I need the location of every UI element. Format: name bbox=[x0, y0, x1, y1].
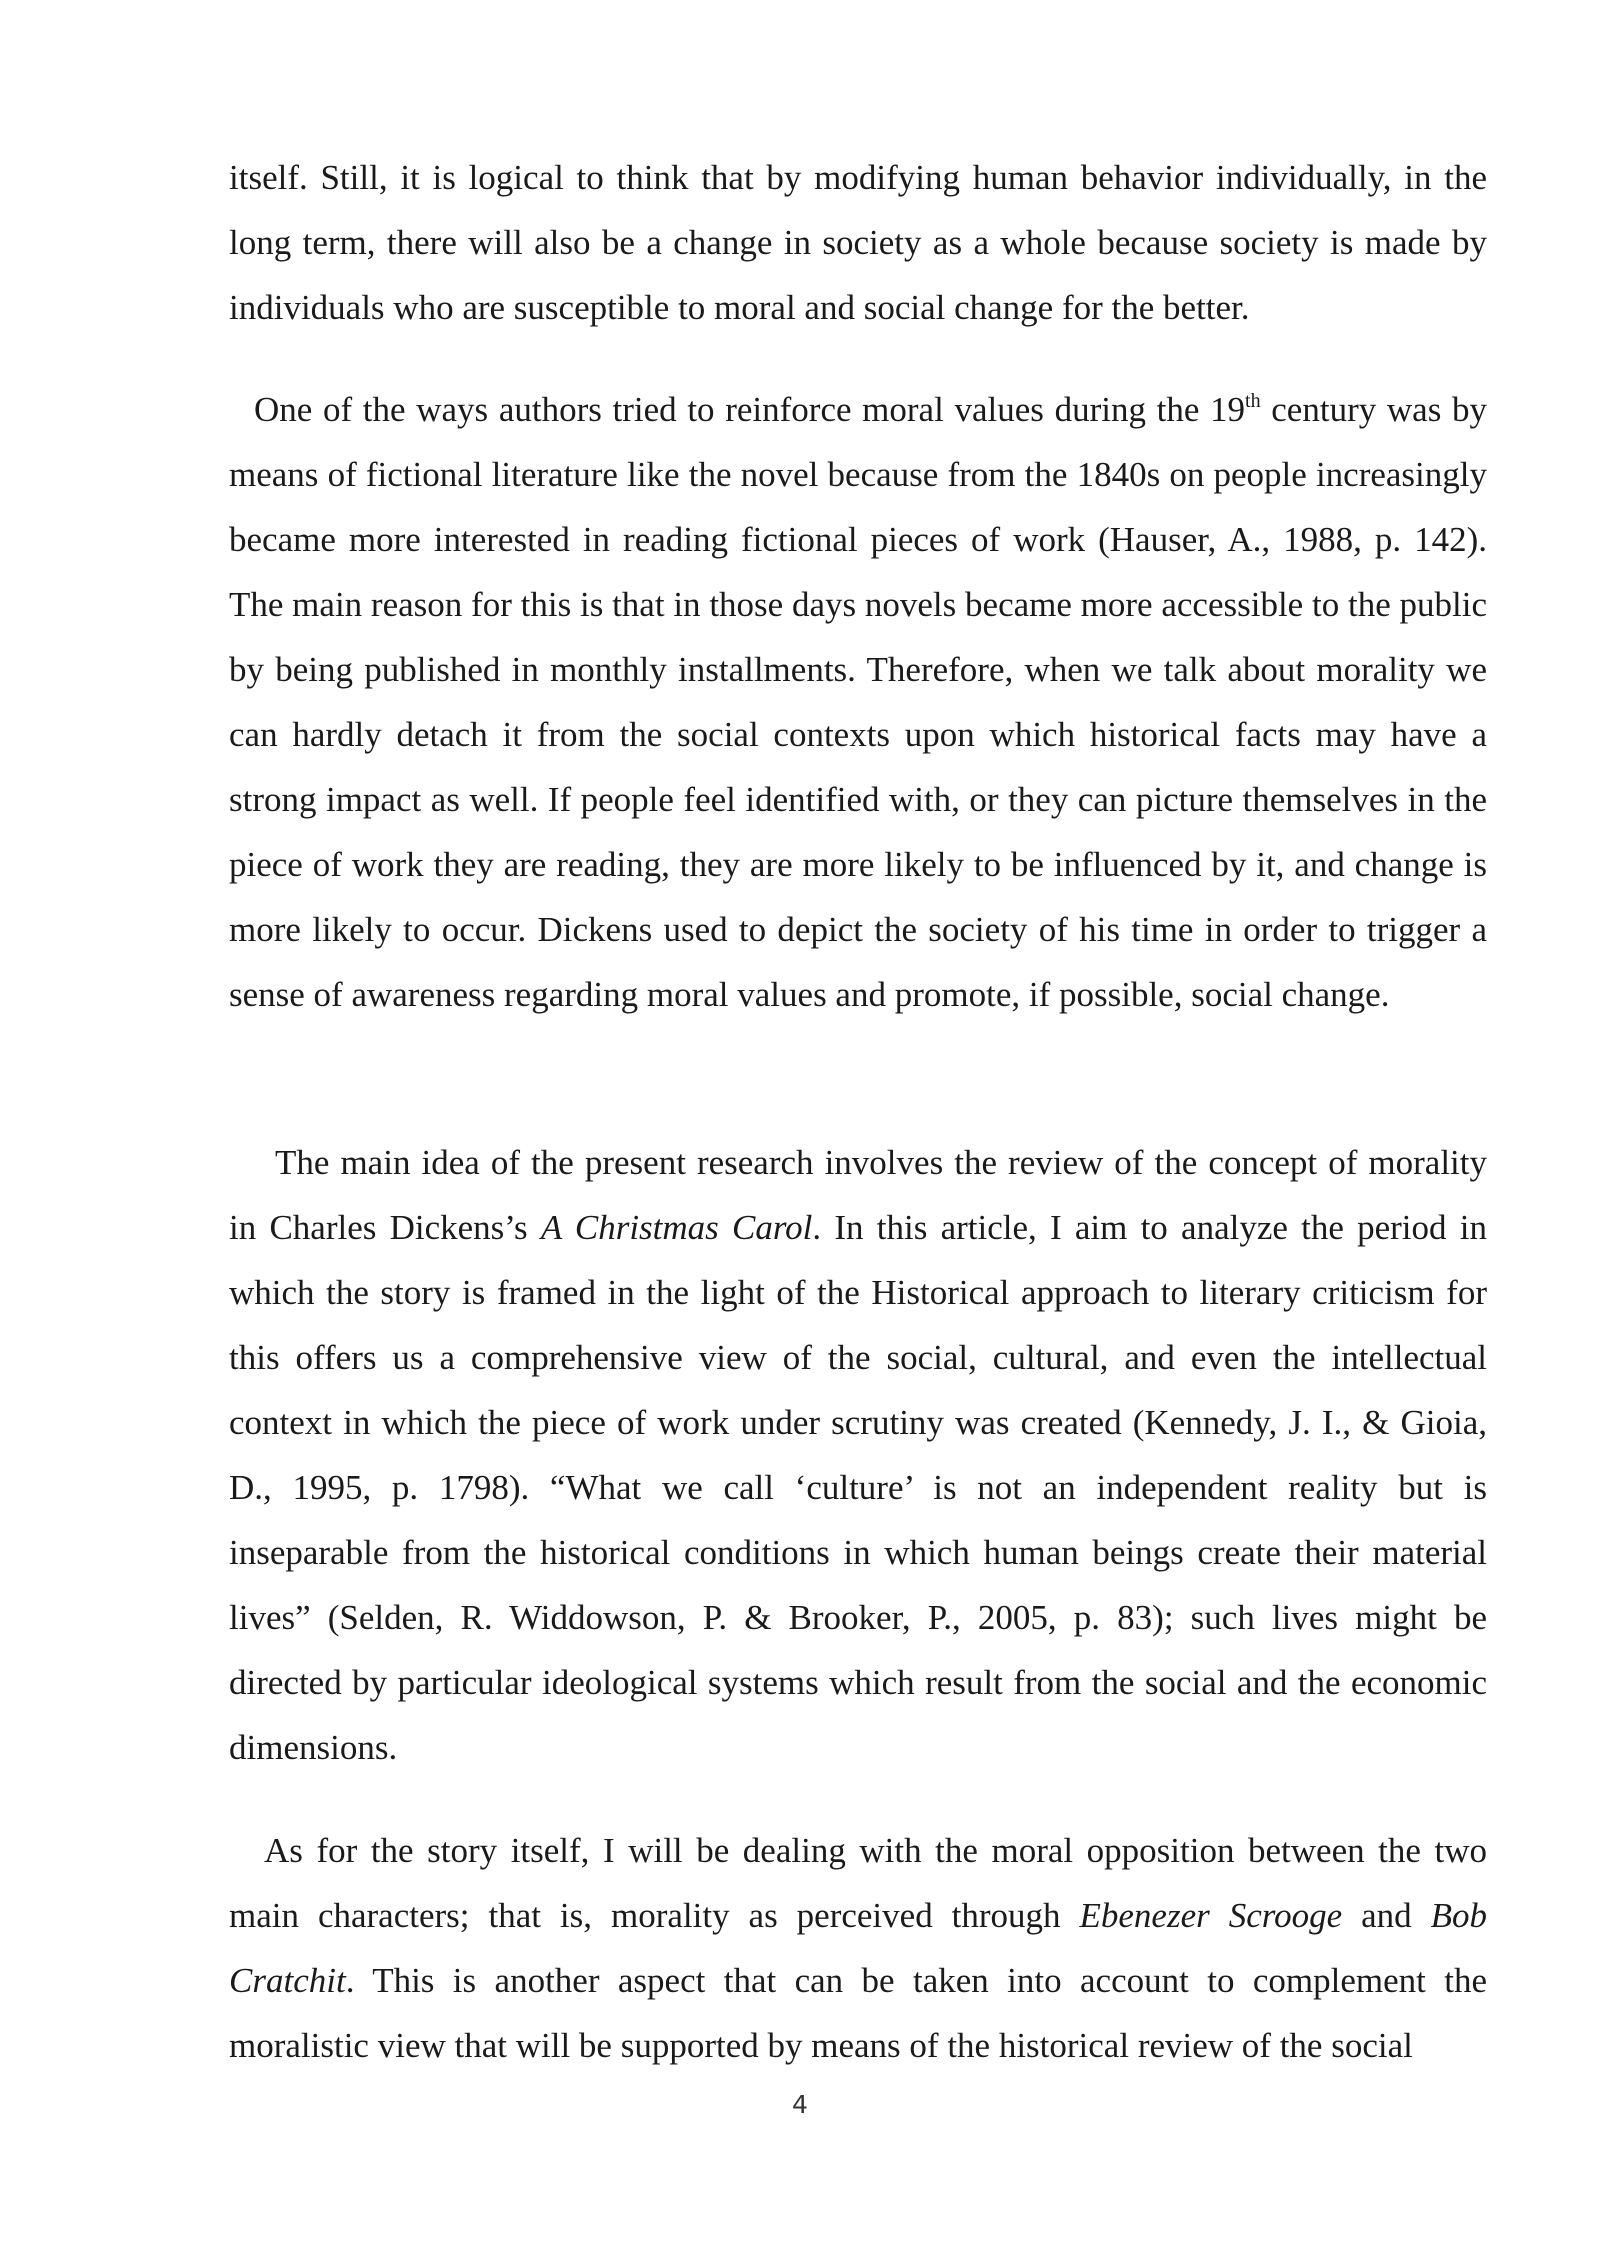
paragraph-3 bbox=[229, 1130, 1487, 1780]
page-number: 4 bbox=[792, 2090, 808, 2119]
paragraph-1-text: itself. Still, it is logical to think that by modifying human behavior individually, in the long term, there will also be a change in society as a whole because society is made by individuals who are susceptible to moral and social change for the better. bbox=[229, 158, 1487, 327]
character-name-scrooge: Ebenezer Scrooge bbox=[1079, 1896, 1343, 1935]
paragraph-4-part-c: . This is another aspect that can be taken into account to complement the moralistic view that will be supported by means of the historical review of the social bbox=[229, 1961, 1487, 2065]
paragraph-1 bbox=[229, 145, 1487, 340]
book-title: A Christmas Carol bbox=[540, 1208, 813, 1247]
paragraph-4 bbox=[229, 1818, 1487, 2078]
character-name-cratchit: Bob Cratchit bbox=[229, 1896, 1487, 2000]
paragraph-3-part-b: . In this article, I aim to analyze the period in which the story is framed in the light of the Historical approach to literary criticism for this offers us a comprehensive view of the social, cultural, and even the intellectual context in which the piece of work under scrutiny was created (Kennedy, J. I., & Gioia, D., 1995, p. 1798). “What we call ‘culture’ is not an independent reality but is inseparable from the historical conditions in which human beings create their material lives” (Selden, R. Widdowson, P. & Brooker, P., 2005, p. 83); such lives might be directed by particular ideological systems which result from the social and the economic dimensions. bbox=[229, 1208, 1487, 1767]
paragraph-2 bbox=[229, 377, 1487, 1027]
paragraph-4-part-a: As for the story itself, I will be dealing with the moral opposition between the two main characters; that is, morality as perceived through bbox=[229, 1831, 1487, 1935]
paragraph-2-text bbox=[229, 377, 1487, 1027]
ordinal-superscript: th bbox=[1245, 390, 1261, 412]
paragraph-3-part-a: The main idea of the present research involves the review of the concept of morality in Charles Dickens’s bbox=[229, 1143, 1487, 1247]
paragraph-2-part-b: century was by means of fictional literature like the novel because from the 1840s on people increasingly became more interested in reading fictional pieces of work (Hauser, A., 1988, p. 142). The main reason for this is that in those days novels became more accessible to the public by being published in monthly installments. Therefore, when we talk about morality we can hardly detach it from the social contexts upon which historical facts may have a strong impact as well. If people feel identified with, or they can picture themselves in the piece of work they are reading, they are more likely to be influenced by it, and change is more likely to occur. Dickens used to depict the society of his time in order to trigger a sense of awareness regarding moral values and promote, if possible, social change. bbox=[229, 390, 1487, 1014]
paragraph-4-text bbox=[229, 1818, 1487, 2078]
paragraph-2-part-a: One of the ways authors tried to reinforce moral values during the 19 bbox=[254, 390, 1246, 429]
paragraph-3-text bbox=[229, 1130, 1487, 1780]
paragraph-4-part-b: and bbox=[1342, 1896, 1431, 1935]
